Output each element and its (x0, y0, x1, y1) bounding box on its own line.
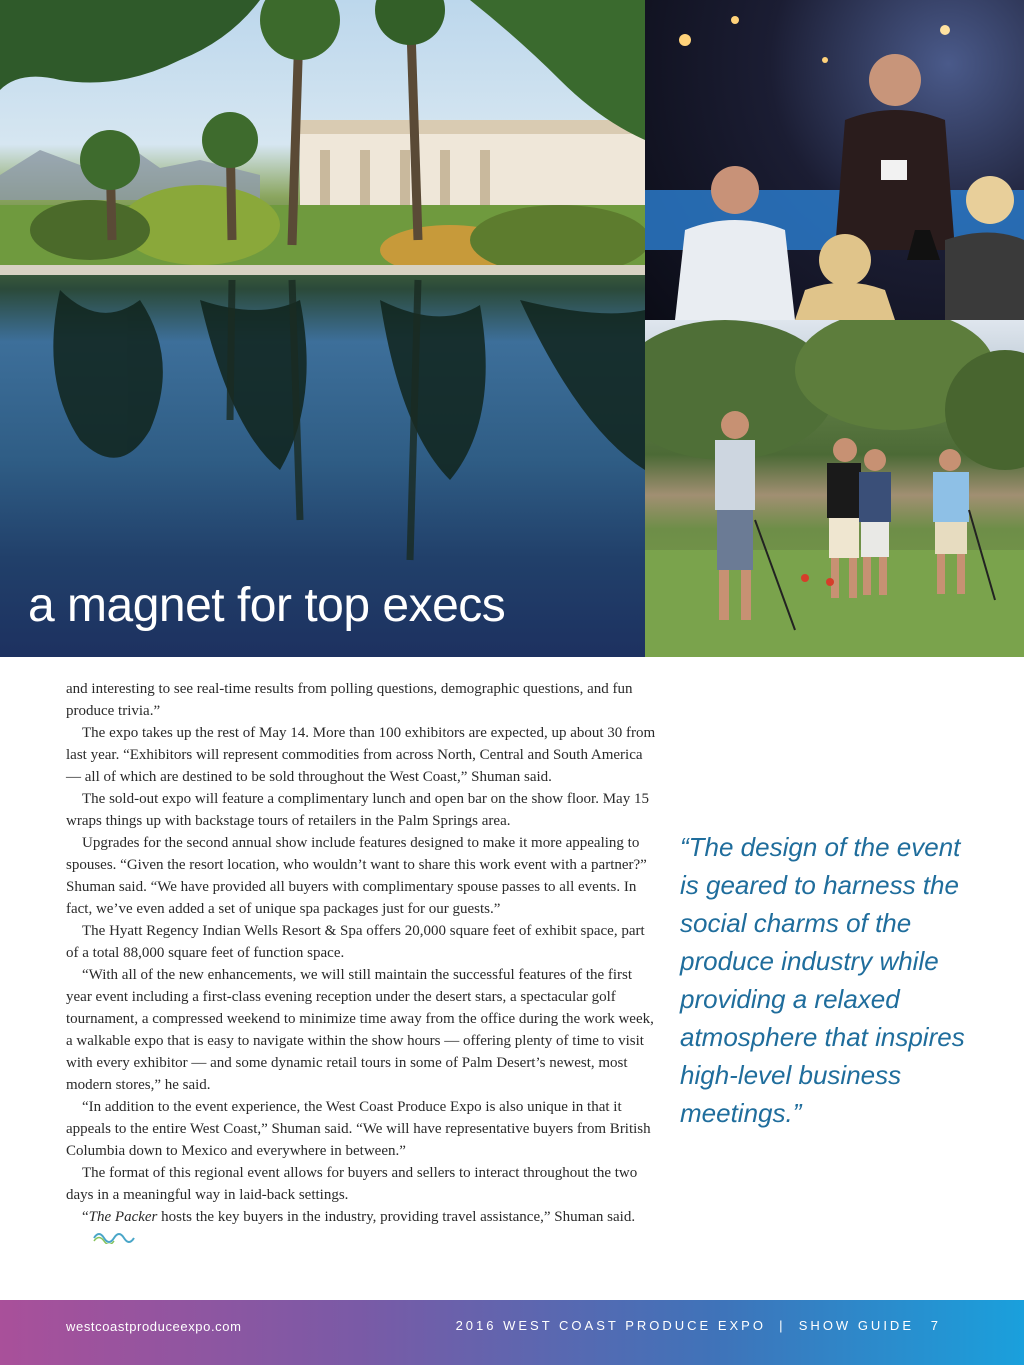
article-paragraph: The format of this regional event allows for buyers and sellers to interact throughout the two days in a meaningful way in laid-back settings. (66, 1165, 638, 1203)
evening-reception-photo (645, 0, 1024, 320)
article-paragraph: “In addition to the event experience, the West Coast Produce Expo is also unique in that it appeals to the entire West Coast,” Shuman said. “We will have representative buyers from British Columbia down to Mexico and everywhere in between.” (66, 1099, 651, 1159)
wave-logo-icon (76, 1228, 136, 1251)
article-paragraph: The sold-out expo will feature a complimentary lunch and open bar on the show floor. May 15 wraps things up with backstage tours of retailers in the Palm Springs area. (66, 791, 649, 829)
footer-title-text: 2016 WEST COAST PRODUCE EXPO | SHOW GUIDE (455, 1318, 914, 1333)
article-paragraph: and interesting to see real-time results from polling questions, demographic questions, and fun produce trivia.” (66, 681, 633, 719)
article-paragraph: Upgrades for the second annual show include features designed to make it more appealing to spouses. “Given the resort location, who wouldn’t want to share this work event with a partner?” Shuman said. “We have provided all buyers with complimentary spouse passes to all events. In fact, we’ve even added a set of unique spa packages just for our guests.” (66, 835, 647, 917)
last-paragraph-text: hosts the key buyers in the industry, providing travel assistance,” Shuman said. (157, 1209, 636, 1225)
article-paragraph: The Hyatt Regency Indian Wells Resort & Spa offers 20,000 square feet of exhibit space, part of a total 88,000 square feet of function space. (66, 923, 645, 961)
page-number: 7 (930, 1318, 938, 1333)
article-paragraph: The expo takes up the rest of May 14. More than 100 exhibitors are expected, up about 30 from last year. “Exhibitors will represent commodities from across North, Central and South America — all of which are destined to be sold throughout the West Coast,” Shuman said. (66, 725, 656, 785)
golf-tournament-photo (645, 320, 1024, 657)
page-footer (0, 1300, 1024, 1365)
open-quote: “ (82, 1209, 89, 1225)
pull-quote: “The design of the event is geared to harness the social charms of the produce industry while providing a relaxed atmosphere that inspires high-level business meetings.” (680, 832, 965, 1128)
footer-publication-title (456, 1318, 914, 1333)
article-body (66, 678, 656, 1251)
footer-website-link[interactable]: westcoastproduceexpo.com (66, 1319, 242, 1334)
article-paragraph-last (66, 1206, 656, 1251)
resort-pond-palms-photo (0, 0, 645, 657)
headline: a magnet for top execs (28, 579, 506, 632)
article-paragraph: “With all of the new enhancements, we will still maintain the successful features of the first year event including a first-class evening reception under the desert stars, a spectacular golf tournament, a compressed weekend to minimize time away from the office during the work week, a walkable expo that is easy to navigate within the show hours — offering plenty of time to visit with every exhibitor — and some dynamic retail tours in some of Palm Desert’s newest, most modern stores,” he said. (66, 967, 654, 1093)
publication-name: The Packer (88, 1209, 158, 1225)
